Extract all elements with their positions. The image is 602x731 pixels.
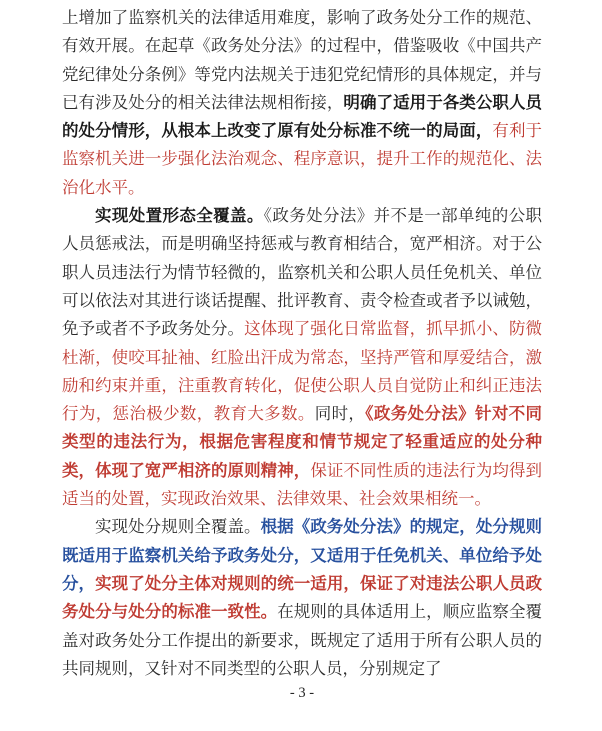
- text-run: 《政务处分法》针对不同类型的违法行为，根据危害程度和情节规定了轻重适应的处分种类，体现了宽严相济的原则精神，: [62, 405, 543, 480]
- text-run: 《政务处分法》并不是一部单纯的公职人员惩戒法，而是明确坚持惩戒与教育相结合，宽严相济。对于公职人员违法行为情节轻微的，监察机关和公职人员任免机关、单位可以依法对其进行谈话提醒、批评教育、责令检查或者予以诫勉，免予或者不予政务处分。: [62, 206, 542, 339]
- text-run: 实现了处分主体对规则的统一适用，保证了对违法公职人员政务处分与处分的标准一致性。: [62, 574, 543, 622]
- text-run: 明确了适用于各类公职人员的处分情形，从根本上改变了原有处分标准不统一的局面，: [62, 93, 543, 141]
- text-run: 在规则的具体适用上，顺应监察全覆盖对政务处分工作提出的新要求，既规定了适用于所有公职人员的共同规则，又针对不同类型的公职人员，分别规定了: [62, 602, 543, 678]
- text-run: 实现处分规则全覆盖。: [95, 517, 261, 537]
- paragraph: [62, 4, 542, 202]
- text-run: 根据《政务处分法》的规定，处分规则既适用于监察机关给予政务处分，又适用于任免机关、单位给予处分，: [62, 518, 543, 593]
- text-run: 保证不同性质的违法行为均得到适当的处置，实现政治效果、法律效果、社会效果相统一。: [62, 460, 543, 509]
- paragraph: [62, 202, 542, 513]
- document-body: [62, 4, 542, 683]
- text-run: 上增加了监察机关的法律适用难度，影响了政务处分工作的规范、有效开展。在起草《政务处分法》的过程中，借鉴吸收《中国共产党纪律处分条例》等党内法规关于违犯党纪情形的具体规定，并与已有涉及处分的相关法律法规相衔接，: [62, 8, 542, 112]
- text-run: 有利于监察机关进一步强化法治观念、程序意识，提升工作的规范化、法治化水平。: [62, 121, 543, 197]
- text-run: 这体现了强化日常监督，抓早抓小、防微杜渐，使咬耳扯袖、红脸出汗成为常态，坚持严管和厚爱结合，激励和约束并重，注重教育转化，促使公职人员自觉防止和纠正违法行为，惩治极少数，教育大多数。: [62, 319, 543, 424]
- text-run: 实现处置形态全覆盖。: [95, 207, 264, 226]
- paragraph: [62, 513, 542, 683]
- page-number: - 3 -: [289, 685, 315, 702]
- text-run: 同时，: [314, 404, 366, 424]
